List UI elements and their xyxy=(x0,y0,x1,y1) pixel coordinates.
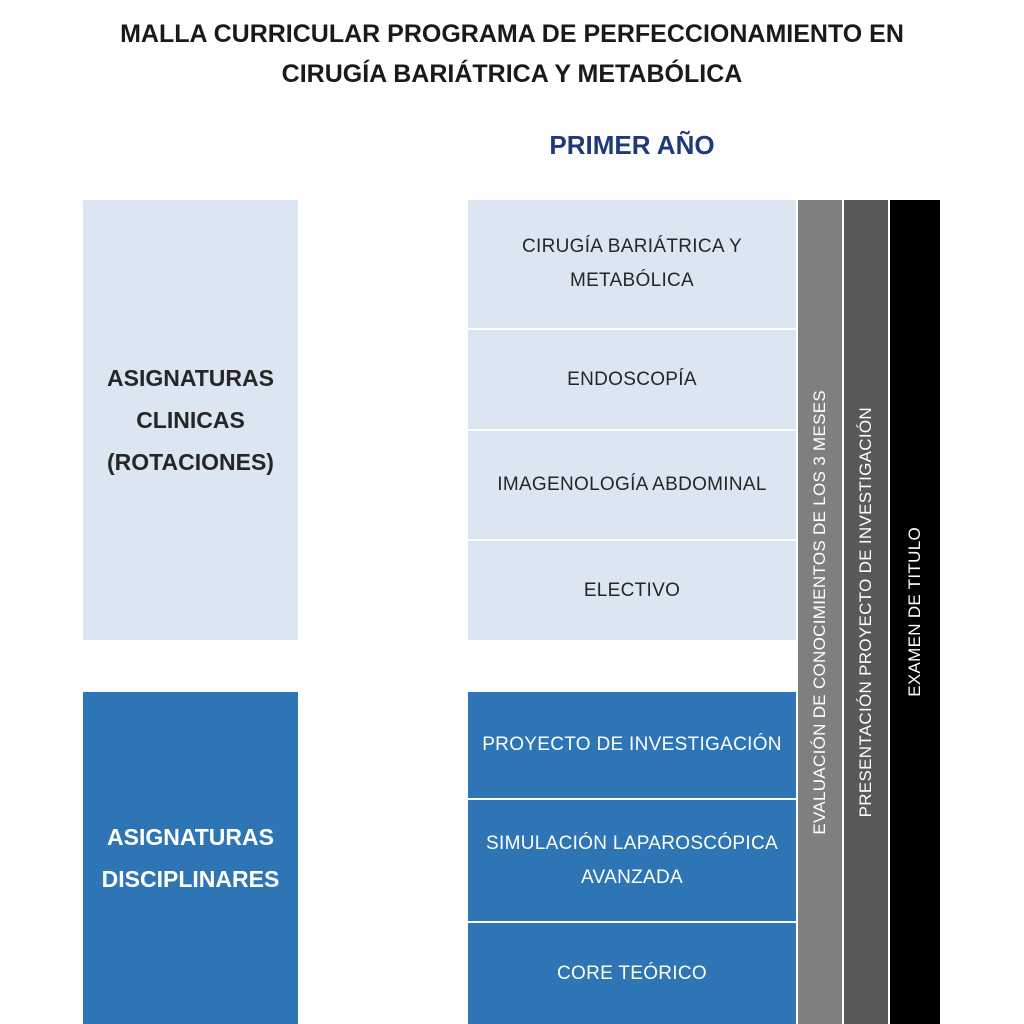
page-title xyxy=(0,14,1024,94)
category-clinical-line3: (ROTACIONES) xyxy=(107,449,274,475)
title-line-1: MALLA CURRICULAR PROGRAMA DE PERFECCIONAMIENTO EN xyxy=(120,20,904,48)
category-disciplinary-line1: ASIGNATURAS xyxy=(107,824,274,850)
subject-electivo xyxy=(468,541,796,640)
subject-line: CORE TEÓRICO xyxy=(557,962,707,984)
subject-line: IMAGENOLOGÍA ABDOMINAL xyxy=(497,474,767,495)
subject-core-teorico xyxy=(468,923,796,1024)
subject-line: SIMULACIÓN LAPAROSCÓPICA xyxy=(486,832,778,854)
subject-line: CIRUGÍA BARIÁTRICA Y xyxy=(522,236,742,257)
evaluation-label: EVALUACIÓN DE CONOCIMIENTOS DE LOS 3 MESES xyxy=(810,389,829,835)
category-clinical xyxy=(83,200,298,640)
category-clinical-line1: ASIGNATURAS xyxy=(107,365,274,391)
subject-imagenologia xyxy=(468,431,796,539)
subject-proyecto-investigacion xyxy=(468,692,796,798)
subject-cirugia-bariatrica xyxy=(468,200,796,328)
category-disciplinary xyxy=(83,692,298,1024)
subject-simulacion xyxy=(468,800,796,921)
evaluation-bar-proyecto xyxy=(844,200,888,1024)
subject-line: ELECTIVO xyxy=(583,579,681,601)
subject-line: AVANZADA xyxy=(580,866,683,888)
subject-line: ENDOSCOPÍA xyxy=(567,368,697,390)
evaluation-bar-examen xyxy=(890,200,940,1024)
evaluation-label: EXAMEN DE TITULO xyxy=(905,527,924,697)
year-header: PRIMER AÑO xyxy=(549,130,715,160)
subject-line: PROYECTO DE INVESTIGACIÓN xyxy=(482,734,782,755)
evaluation-bar-3-meses xyxy=(798,200,842,1024)
subject-line: METABÓLICA xyxy=(569,270,695,291)
subject-endoscopia xyxy=(468,330,796,429)
category-disciplinary-line2: DISCIPLINARES xyxy=(101,866,280,892)
category-clinical-line2: CLINICAS xyxy=(136,407,245,433)
evaluation-label: PRESENTACIÓN PROYECTO DE INVESTIGACIÓN xyxy=(856,406,875,818)
title-line-2: CIRUGÍA BARIÁTRICA Y METABÓLICA xyxy=(281,60,743,88)
